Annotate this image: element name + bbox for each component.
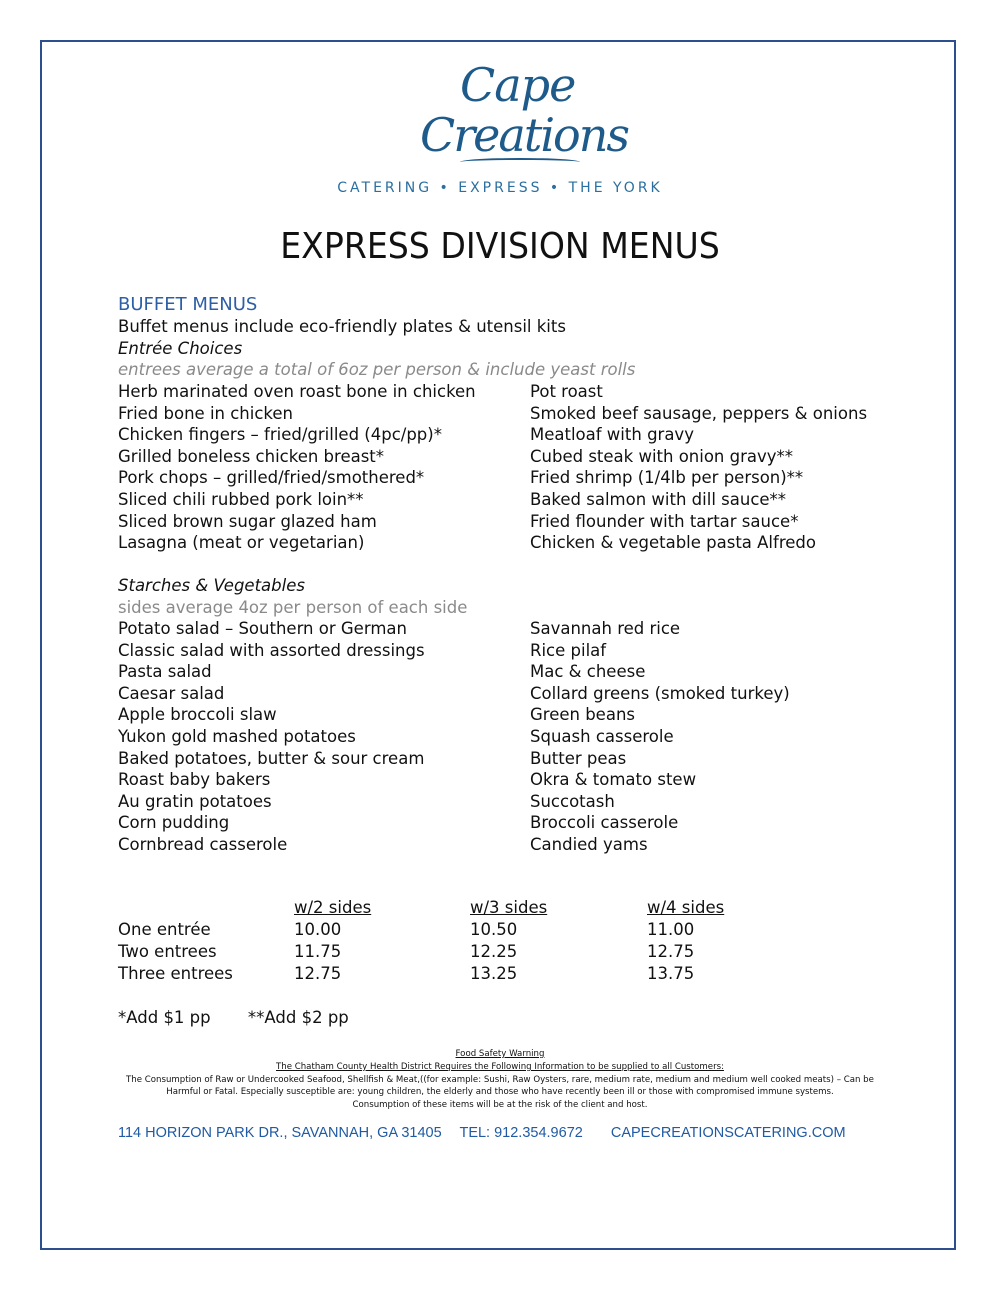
list-item: Yukon gold mashed potatoes xyxy=(118,726,356,746)
list-item: Squash casserole xyxy=(530,726,674,746)
logo-word-cape: Cape xyxy=(460,58,576,112)
entree-note: entrees average a total of 6oz per person & include yeast rolls xyxy=(118,360,636,379)
pricing-cell: 13.75 xyxy=(647,964,695,983)
pricing-cell: 11.75 xyxy=(294,942,342,961)
buffet-note: Buffet menus include eco-friendly plates & utensil kits xyxy=(118,317,566,336)
list-item: Fried bone in chicken xyxy=(118,403,293,423)
list-item: Sliced brown sugar glazed ham xyxy=(118,511,377,531)
list-item: Candied yams xyxy=(530,834,648,854)
brand-tagline: CATERING • EXPRESS • THE YORK xyxy=(337,180,663,196)
addon-2-note: **Add $2 pp xyxy=(247,1008,349,1027)
sides-note: sides average 4oz per person of each side xyxy=(118,598,468,617)
footer-address: 114 HORIZON PARK DR., SAVANNAH, GA 31405 xyxy=(118,1125,442,1141)
warning-line: The Chatham County Health District Requires the Following Information to be supplied to all Customers: xyxy=(276,1061,724,1072)
buffet-heading: BUFFET MENUS xyxy=(118,294,258,315)
list-item: Savannah red rice xyxy=(530,619,681,638)
list-item: Fried flounder with tartar sauce* xyxy=(530,511,799,531)
list-item: Baked potatoes, butter & sour cream xyxy=(118,748,425,768)
list-item: Lasagna (meat or vegetarian) xyxy=(118,533,365,553)
pricing-row-label: One entrée xyxy=(118,920,211,939)
warning-title: Food Safety Warning xyxy=(455,1049,545,1059)
list-item: Meatloaf with gravy xyxy=(530,425,694,445)
entrees-right-list xyxy=(530,382,867,555)
list-item: Apple broccoli slaw xyxy=(118,705,277,725)
footer-website: CAPECREATIONSCATERING.COM xyxy=(610,1125,846,1141)
list-item: Fried shrimp (1/4lb per person)** xyxy=(530,468,804,488)
list-item: Corn pudding xyxy=(118,813,230,833)
list-item: Caesar salad xyxy=(118,683,225,703)
pricing-header-4-sides: w/4 sides xyxy=(647,898,725,917)
pricing-cell: 13.25 xyxy=(470,964,518,983)
list-item: Pasta salad xyxy=(118,662,212,682)
list-item: Au gratin potatoes xyxy=(118,791,272,811)
addon-1-note: *Add $1 pp xyxy=(118,1008,211,1027)
warning-line: Harmful or Fatal. Especially susceptible are: young children, the elderly and those who have recently been ill or those with compromised immune systems. xyxy=(166,1087,834,1098)
pricing-row-label: Two entrees xyxy=(118,942,217,961)
addon-pricing xyxy=(118,1008,381,1027)
list-item: Rice pilaf xyxy=(530,640,607,660)
entree-heading: Entrée Choices xyxy=(118,339,243,358)
list-item: Pot roast xyxy=(530,382,603,401)
page-title: EXPRESS DIVISION MENUS xyxy=(280,226,720,267)
list-item: Baked salmon with dill sauce** xyxy=(530,489,787,509)
entrees-left-list xyxy=(118,382,476,555)
list-item: Cornbread casserole xyxy=(118,834,288,854)
pricing-cell: 12.25 xyxy=(470,942,518,961)
list-item: Roast baby bakers xyxy=(118,770,271,790)
list-item: Grilled boneless chicken breast* xyxy=(118,446,385,466)
contact-footer xyxy=(118,1125,860,1141)
pricing-header-3-sides: w/3 sides xyxy=(470,898,548,917)
list-item: Cubed steak with onion gravy** xyxy=(530,446,794,466)
list-item: Butter peas xyxy=(530,748,627,768)
pricing-row-label: Three entrees xyxy=(118,964,233,983)
list-item: Classic salad with assorted dressings xyxy=(118,640,425,660)
pricing-cell: 10.50 xyxy=(470,920,518,939)
footer-phone: TEL: 912.354.9672 xyxy=(459,1125,583,1141)
list-item: Broccoli casserole xyxy=(530,813,679,833)
list-item: Pork chops – grilled/fried/smothered* xyxy=(118,468,425,488)
pricing-cell: 12.75 xyxy=(647,942,695,961)
logo-swoosh xyxy=(460,158,580,166)
sides-right-list xyxy=(530,619,790,857)
pricing-cell: 10.00 xyxy=(294,920,342,939)
list-item: Chicken fingers – fried/grilled (4pc/pp)* xyxy=(118,425,442,445)
list-item: Succotash xyxy=(530,791,615,811)
list-item: Green beans xyxy=(530,705,636,725)
list-item: Smoked beef sausage, peppers & onions xyxy=(530,403,868,423)
logo-word-creations: Creations xyxy=(420,108,628,162)
pricing-cell: 11.00 xyxy=(647,920,695,939)
list-item: Potato salad – Southern or German xyxy=(118,619,407,638)
list-item: Herb marinated oven roast bone in chicken xyxy=(118,382,476,401)
pricing-header-2-sides: w/2 sides xyxy=(294,898,372,917)
food-safety-warning xyxy=(100,1048,900,1112)
list-item: Okra & tomato stew xyxy=(530,770,697,790)
list-item: Chicken & vegetable pasta Alfredo xyxy=(530,533,816,553)
list-item: Mac & cheese xyxy=(530,662,646,682)
warning-line: Consumption of these items will be at the risk of the client and host. xyxy=(352,1100,648,1111)
warning-line: The Consumption of Raw or Undercooked Seafood, Shellfish & Meat,((for example: Sushi, Raw Oysters, rare, medium rate, medium and medium well cooked meats) – Can be xyxy=(126,1074,874,1085)
sides-heading: Starches & Vegetables xyxy=(118,576,305,595)
pricing-cell: 12.75 xyxy=(294,964,342,983)
company-logo xyxy=(420,58,628,178)
list-item: Collard greens (smoked turkey) xyxy=(530,683,790,703)
sides-left-list xyxy=(118,619,425,857)
list-item: Sliced chili rubbed pork loin** xyxy=(118,489,364,509)
